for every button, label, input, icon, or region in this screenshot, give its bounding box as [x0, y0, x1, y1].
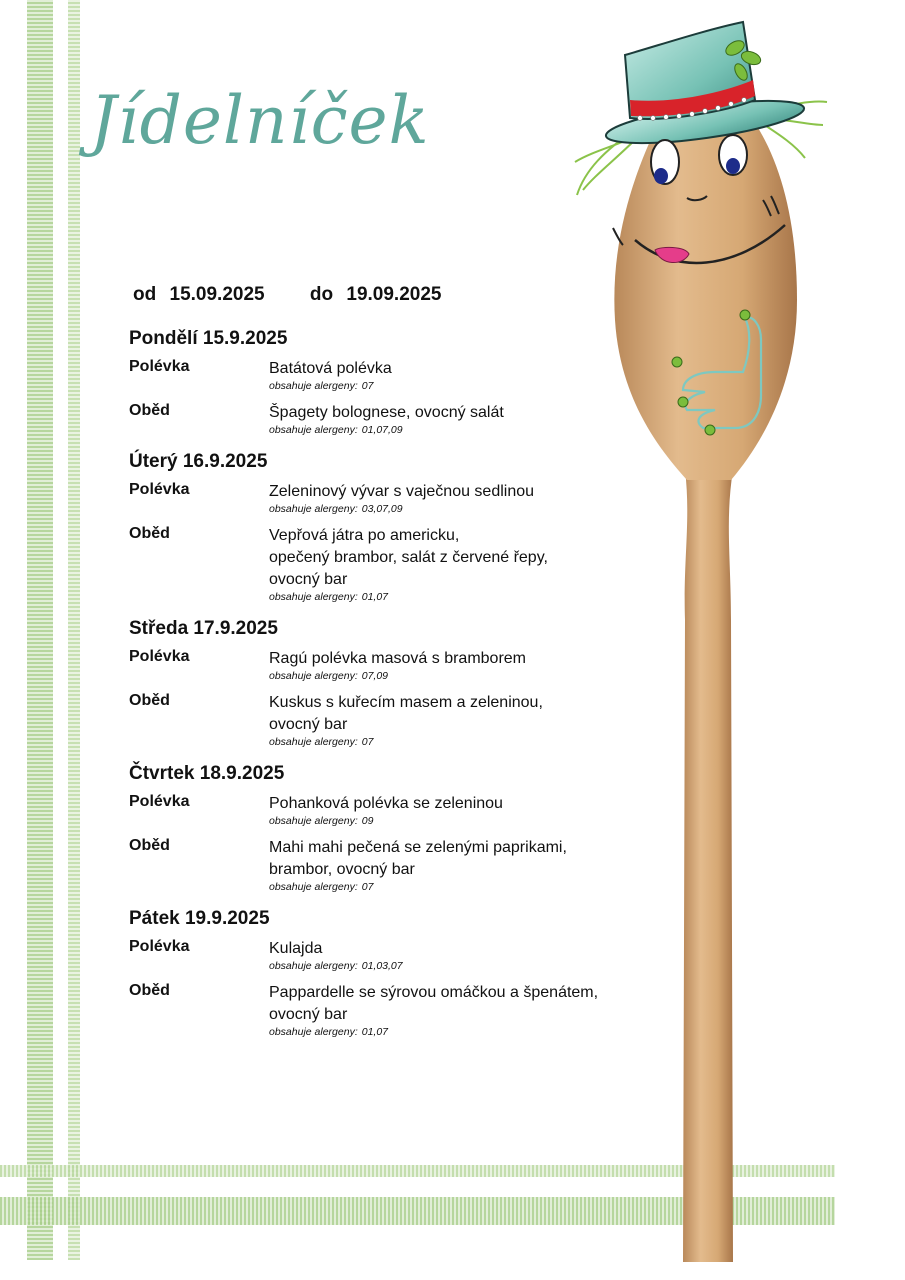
allergen-info: obsahuje alergeny: 07 — [269, 736, 374, 748]
day-title: Pondělí 15.9.2025 — [129, 328, 288, 349]
day-title: Čtvrtek 18.9.2025 — [129, 763, 285, 784]
from-label: od — [133, 284, 157, 305]
day-title: Středa 17.9.2025 — [129, 618, 278, 639]
spoon-illustration — [565, 0, 855, 1270]
row-label: Polévka — [129, 358, 190, 375]
row-label: Polévka — [129, 793, 190, 810]
allergen-info: obsahuje alergeny: 03,07,09 — [269, 503, 403, 515]
row-label: Polévka — [129, 938, 190, 955]
row-label: Oběd — [129, 837, 170, 854]
row-label: Polévka — [129, 481, 190, 498]
allergen-info: obsahuje alergeny: 01,03,07 — [269, 960, 403, 972]
dish-name: Pohanková polévka se zeleninou — [269, 795, 503, 812]
to-label: do — [309, 284, 334, 305]
dish-name: Špagety bolognese, ovocný salát — [269, 404, 504, 421]
allergen-info: obsahuje alergeny: 01,07 — [269, 1026, 389, 1038]
dish-name: Kulajda — [269, 940, 323, 957]
allergen-info: obsahuje alergeny: 07 — [269, 380, 374, 392]
allergen-info: obsahuje alergeny: 01,07,09 — [269, 424, 403, 436]
spoon-character-image — [565, 0, 855, 1270]
row-label: Oběd — [129, 525, 170, 542]
day-title: Pátek 19.9.2025 — [129, 908, 270, 929]
dish-name: Ragú polévka masová s bramborem — [269, 650, 527, 667]
row-label: Polévka — [129, 648, 190, 665]
row-label: Oběd — [129, 982, 170, 999]
allergen-info: obsahuje alergeny: 09 — [269, 815, 374, 827]
allergen-info: obsahuje alergeny: 07 — [269, 881, 374, 893]
allergen-info: obsahuje alergeny: 01,07 — [269, 591, 389, 603]
decor-stripe-vertical — [27, 0, 53, 1260]
to-date: 19.09.2025 — [346, 284, 442, 305]
dish-name: Kuskus s kuřecím masem a zeleninou, ovocný bar — [269, 694, 543, 733]
dish-name: Mahi mahi pečená se zelenými paprikami, brambor, ovocný bar — [269, 839, 567, 878]
dish-name: Zeleninový vývar s vaječnou sedlinou — [269, 483, 535, 500]
decor-stripe-vertical-thin — [68, 0, 80, 1260]
dish-name: Vepřová játra po americku, opečený brambor, salát z červené řepy, ovocný bar — [269, 527, 548, 588]
date-range — [133, 284, 441, 306]
allergen-info: obsahuje alergeny: 07,09 — [269, 670, 389, 682]
dish-name: Pappardelle se sýrovou omáčkou a špenátem, ovocný bar — [269, 984, 599, 1023]
from-date: 15.09.2025 — [169, 284, 265, 305]
row-label: Oběd — [129, 402, 170, 419]
page-title: Jídelníček — [90, 82, 430, 159]
row-label: Oběd — [129, 692, 170, 709]
day-title: Úterý 16.9.2025 — [129, 451, 268, 472]
dish-name: Batátová polévka — [269, 360, 392, 377]
